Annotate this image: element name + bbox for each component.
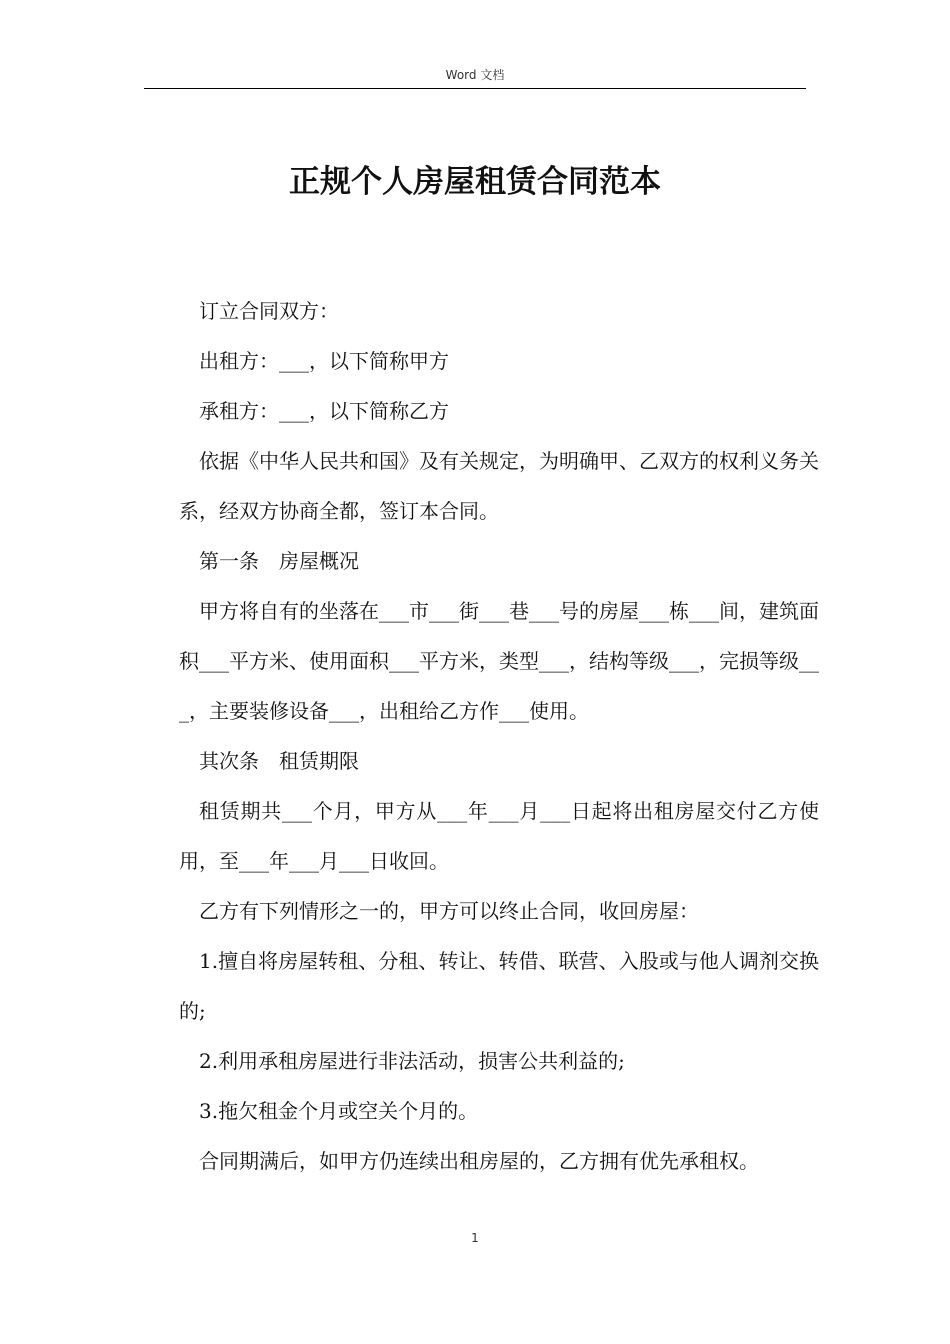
paragraph-property-details: 甲方将自有的坐落在___市___街___巷___号的房屋___栋___间，建筑面积___平方米、使用面积___平方米，类型___，结构等级___，完损等级___，主要装修设备___，出租给乙方作___使用。	[179, 599, 819, 723]
header-text: Word 文档	[445, 68, 505, 82]
paragraph-termination-intro: 乙方有下列情形之一的，甲方可以终止合同，收回房屋：	[199, 899, 699, 923]
article-1-heading: 第一条 房屋概况	[199, 549, 359, 573]
document-body	[179, 286, 819, 1186]
article-2-heading: 其次条 租赁期限	[199, 749, 359, 773]
list-item-1: 1.擅自将房屋转租、分租、转让、转借、联营、入股或与他人调剂交换的;	[179, 949, 819, 1023]
paragraph-lease-term: 租赁期共___个月，甲方从___年___月___日起将出租房屋交付乙方使用，至___年___月___日收回。	[179, 799, 819, 873]
page-header	[144, 62, 806, 89]
paragraph-basis: 依据《中华人民共和国》及有关规定，为明确甲、乙双方的权利义务关系，经双方协商全都，签订本合同。	[179, 449, 819, 523]
paragraph-lessor: 出租方：___，以下简称甲方	[199, 349, 449, 373]
list-item-3: 3.拖欠租金个月或空关个月的。	[199, 1099, 479, 1123]
page-number: 1	[471, 1231, 479, 1245]
document-title: 正规个人房屋租赁合同范本	[289, 164, 661, 200]
list-item-2: 2.利用承租房屋进行非法活动，损害公共利益的;	[199, 1049, 625, 1073]
paragraph-renewal: 合同期满后，如甲方仍连续出租房屋的，乙方拥有优先承租权。	[199, 1149, 759, 1173]
paragraph-lessee: 承租方：___，以下简称乙方	[199, 399, 449, 423]
paragraph-parties: 订立合同双方：	[199, 299, 339, 323]
